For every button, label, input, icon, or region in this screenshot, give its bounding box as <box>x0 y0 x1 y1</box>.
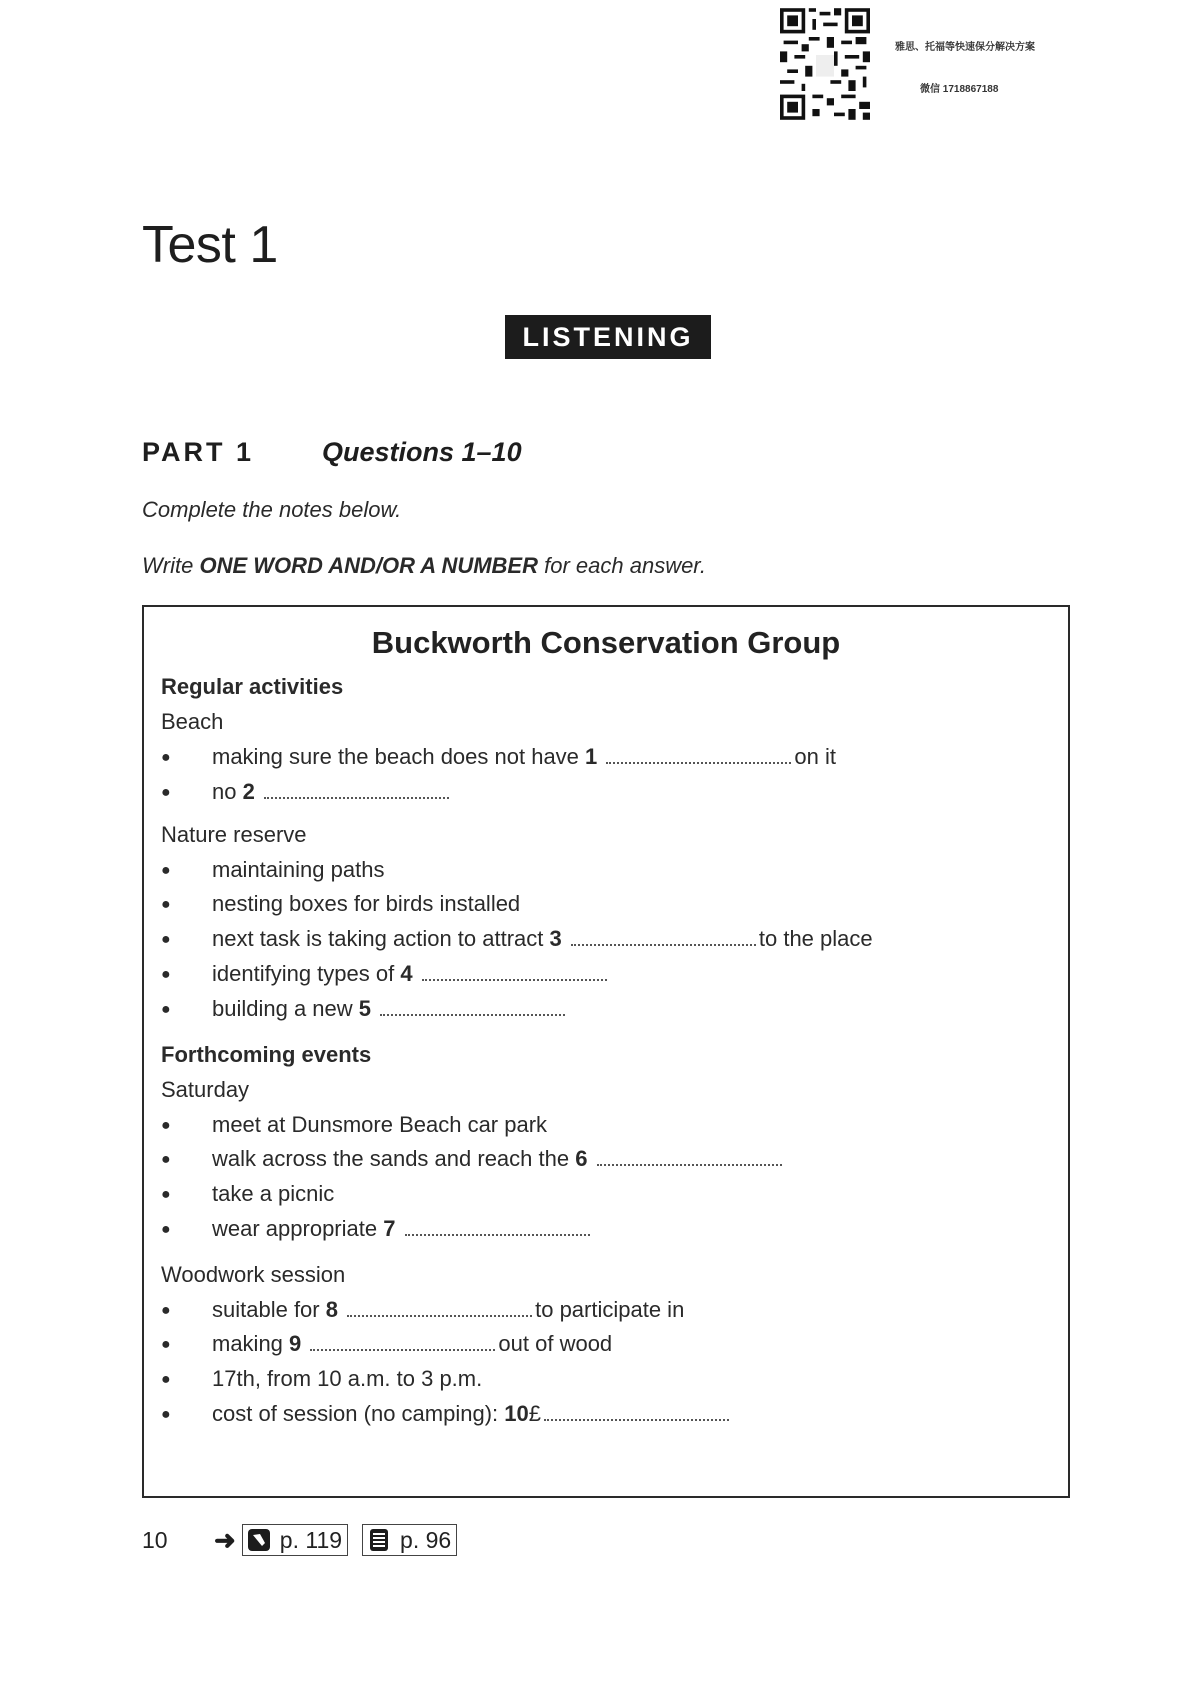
question-number: 4 <box>400 961 413 986</box>
note-text: suitable for <box>212 1297 326 1322</box>
part-questions-range: Questions 1–10 <box>322 437 522 467</box>
bullet-icon: ● <box>161 1336 171 1354</box>
note-item <box>161 1331 612 1357</box>
bullet-icon: ● <box>161 1221 171 1239</box>
bullet-icon: ● <box>161 784 171 802</box>
answer-blank-7[interactable] <box>405 1232 590 1236</box>
note-text: identifying types of <box>212 961 401 986</box>
answer-blank-2[interactable] <box>264 795 449 799</box>
question-number: 10 <box>504 1401 529 1426</box>
bullet-icon: ● <box>161 1371 171 1389</box>
bullet-icon: ● <box>161 1186 171 1204</box>
bullet-icon: ● <box>161 896 171 914</box>
answer-blank-6[interactable] <box>597 1162 782 1166</box>
answer-blank-9[interactable] <box>310 1347 495 1351</box>
note-item <box>161 744 836 770</box>
note-text: walk across the sands and reach the <box>212 1146 576 1171</box>
answer-blank-8[interactable] <box>347 1313 532 1317</box>
note-text: making <box>212 1331 290 1356</box>
qr-caption-tagline: 雅思、托福等快速保分解决方案 <box>895 42 1035 53</box>
section-subheading: Nature reserve <box>161 822 307 847</box>
note-item <box>161 779 452 805</box>
note-text: nesting boxes for birds installed <box>212 891 521 916</box>
section-heading: Regular activities <box>161 674 344 699</box>
answer-blank-10[interactable] <box>544 1417 729 1421</box>
note-text: wear appropriate <box>212 1216 384 1241</box>
note-item <box>161 1401 732 1427</box>
note-item <box>161 1297 684 1323</box>
instruction-word-limit-bold: ONE WORD AND/OR A NUMBER <box>199 553 538 578</box>
note-text: 17th, from 10 a.m. to 3 p.m. <box>212 1366 483 1391</box>
part-label: PART 1 <box>142 437 255 467</box>
test-title: Test 1 <box>142 216 278 274</box>
question-number: 3 <box>549 926 562 951</box>
note-item <box>161 1366 482 1392</box>
bullet-icon: ● <box>161 749 171 767</box>
section-heading: Forthcoming events <box>161 1042 372 1067</box>
audio-script-page: p. 119 <box>279 1526 343 1553</box>
instruction-complete-notes: Complete the notes below. <box>142 497 402 522</box>
note-item <box>161 926 873 952</box>
answer-key-icon <box>368 1529 390 1551</box>
section-subheading: Woodwork session <box>161 1262 346 1287</box>
note-text: building a new <box>212 996 359 1021</box>
audio-script-icon <box>248 1529 270 1551</box>
answer-blank-1[interactable] <box>606 760 791 764</box>
bullet-icon: ● <box>161 931 171 949</box>
section-subheading: Saturday <box>161 1077 250 1102</box>
question-number: 7 <box>383 1216 396 1241</box>
bullet-icon: ● <box>161 1117 171 1135</box>
note-text-after: to the place <box>758 926 873 951</box>
question-number: 2 <box>242 779 255 804</box>
section-subheading: Beach <box>161 709 224 734</box>
page-footer <box>142 1523 471 1557</box>
bullet-icon: ● <box>161 862 171 880</box>
instruction-word-limit <box>142 553 706 579</box>
note-item <box>161 961 610 987</box>
section-badge: LISTENING <box>505 315 711 359</box>
answer-key-reference[interactable] <box>362 1524 457 1556</box>
note-item <box>161 891 520 917</box>
qr-caption-contact: 微信 1718867188 <box>920 84 999 95</box>
note-text: no <box>212 779 243 804</box>
note-item <box>161 1146 785 1172</box>
question-number: 8 <box>325 1297 338 1322</box>
note-item <box>161 1216 593 1242</box>
note-text-after: out of wood <box>498 1331 613 1356</box>
bullet-icon: ● <box>161 1302 171 1320</box>
note-text-after: on it <box>794 744 836 769</box>
note-text: meet at Dunsmore Beach car park <box>212 1112 548 1137</box>
instruction-prefix: Write <box>142 553 200 578</box>
arrow-right-icon: ➜ <box>214 1524 236 1555</box>
bullet-icon: ● <box>161 1001 171 1019</box>
bullet-icon: ● <box>161 1406 171 1424</box>
note-text: next task is taking action to attract <box>212 926 550 951</box>
answer-blank-5[interactable] <box>380 1012 565 1016</box>
note-item <box>161 857 384 883</box>
notes-title: Buckworth Conservation Group <box>371 625 841 660</box>
note-text: cost of session (no camping): <box>212 1401 505 1426</box>
page-number: 10 <box>142 1526 168 1553</box>
answer-blank-4[interactable] <box>422 977 607 981</box>
qr-advert <box>780 8 1070 123</box>
note-item <box>161 1112 547 1138</box>
question-number: 6 <box>575 1146 588 1171</box>
note-item <box>161 996 568 1022</box>
note-text-after: to participate in <box>535 1297 685 1322</box>
question-number: 5 <box>358 996 372 1021</box>
currency-symbol: £ <box>528 1401 541 1426</box>
bullet-icon: ● <box>161 1151 171 1169</box>
answer-key-page: p. 96 <box>400 1526 452 1553</box>
note-text: making sure the beach does not have <box>212 744 586 769</box>
audio-script-reference[interactable] <box>242 1524 348 1556</box>
note-text: take a picnic <box>212 1181 335 1206</box>
note-item <box>161 1181 334 1207</box>
question-number: 1 <box>585 744 598 769</box>
answer-blank-3[interactable] <box>571 942 756 946</box>
notes-box <box>142 605 1070 1498</box>
qr-code-icon <box>780 8 870 120</box>
instruction-suffix: for each answer. <box>538 553 706 578</box>
question-number: 9 <box>289 1331 302 1356</box>
bullet-icon: ● <box>161 966 171 984</box>
note-text: maintaining paths <box>212 857 385 882</box>
